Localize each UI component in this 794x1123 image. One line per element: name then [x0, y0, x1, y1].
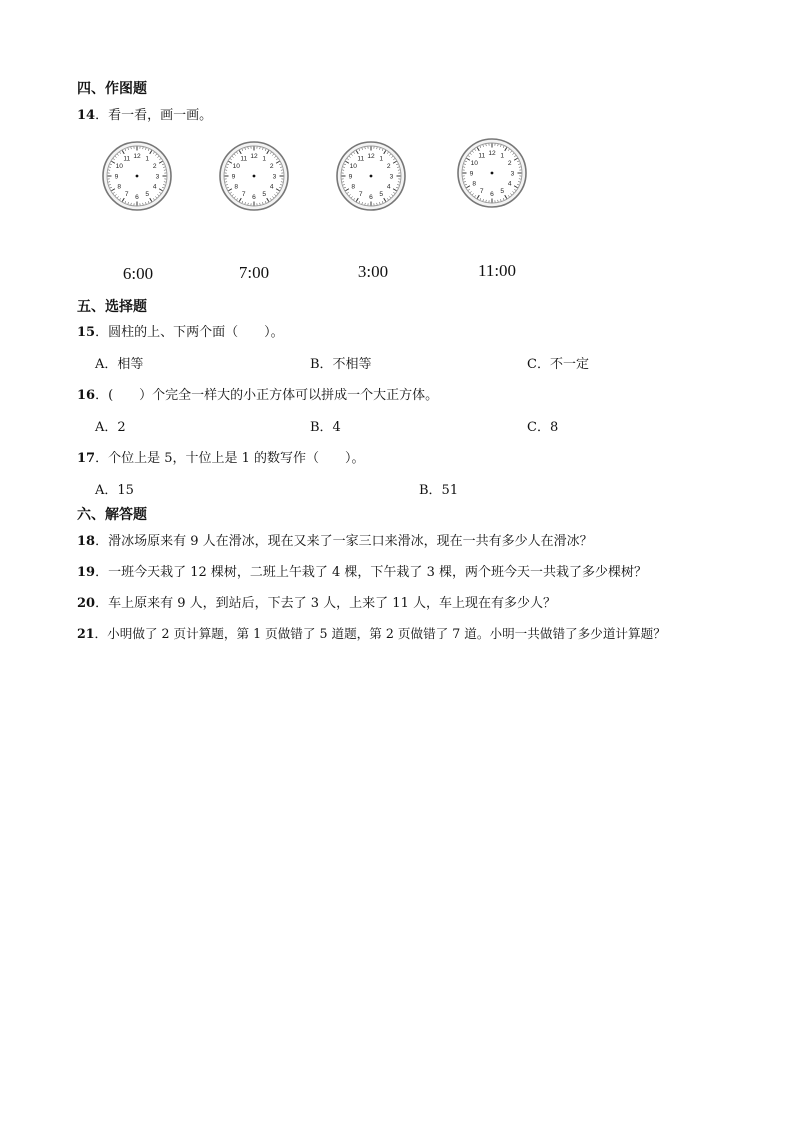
clock-numeral: 4: [507, 180, 512, 188]
clock-numeral: 9: [231, 173, 236, 181]
clock-numeral: 5: [262, 191, 267, 199]
clock-numeral: 12: [133, 152, 141, 160]
clock-numeral: 11: [478, 152, 486, 160]
clock-numeral: 12: [367, 152, 375, 160]
clock-numeral: 5: [379, 191, 384, 199]
clock-numeral: 1: [262, 155, 267, 163]
clock-numeral: 2: [386, 163, 391, 171]
clock-numeral: 10: [349, 163, 357, 171]
question-21: [77, 623, 666, 642]
clock-center-dot: [370, 175, 373, 178]
question-text: ．小明做了 2 页计算题，第 1 页做错了 5 道题，第 2 页做错了 7 道。小明一共做错了多少道计算题？: [94, 626, 666, 641]
clock-time-label-3: 3:00: [357, 262, 389, 281]
clock-numeral: 12: [250, 152, 258, 160]
clock-numeral: 2: [269, 163, 274, 171]
section-title-solve: 六、解答题: [77, 507, 147, 523]
clock-time-label-1: 6:00: [122, 264, 154, 283]
question-text: ．个位上是 5，十位上是 1 的数写作（ ）。: [95, 451, 365, 466]
clock-numeral: 4: [152, 183, 157, 191]
section-title-choice: 五、选择题: [77, 299, 147, 315]
clock-face-2[interactable]: [218, 140, 290, 212]
question-text: ．( ）个完全一样大的小正方体可以拼成一个大正方体。: [95, 388, 439, 403]
clock-numeral: 10: [470, 160, 478, 168]
question-number: 17: [77, 451, 96, 466]
clock-numeral: 8: [234, 183, 239, 191]
question-number: 16: [77, 388, 96, 403]
clock-numeral: 3: [155, 173, 160, 181]
question-text: ．圆柱的上、下两个面（ ）。: [95, 325, 284, 340]
clock-numeral: 8: [351, 183, 356, 191]
option-16-a[interactable]: A．2: [95, 420, 126, 435]
clock-center-dot: [491, 172, 494, 175]
question-15: [77, 321, 284, 340]
clock-center-dot: [253, 175, 256, 178]
clock-numeral: 6: [490, 190, 494, 198]
question-number: 19: [77, 565, 96, 580]
option-16-b[interactable]: B．4: [310, 420, 341, 435]
clock-numeral: 11: [123, 155, 131, 163]
question-number: 20: [77, 596, 96, 611]
clock-numeral: 1: [379, 155, 384, 163]
clock-numeral: 6: [135, 193, 139, 201]
question-number: 14: [77, 108, 96, 123]
clock-numeral: 8: [117, 183, 122, 191]
clock-face-1[interactable]: [101, 140, 173, 212]
clock-numeral: 9: [469, 170, 474, 178]
question-number: 18: [77, 534, 96, 549]
clock-center-dot: [136, 175, 139, 178]
question-17: [77, 447, 365, 466]
option-15-b[interactable]: B．不相等: [310, 357, 372, 372]
question-number: 21: [77, 626, 95, 641]
clock-numeral: 9: [114, 173, 119, 181]
question-19: [77, 561, 647, 580]
clock-numeral: 1: [500, 152, 505, 160]
clock-numeral: 2: [152, 163, 157, 171]
clock-numeral: 10: [232, 163, 240, 171]
question-14: [77, 104, 212, 123]
clock-numeral: 7: [241, 191, 246, 199]
clock-numeral: 11: [240, 155, 248, 163]
clock-numeral: 10: [115, 163, 123, 171]
option-15-a[interactable]: A．相等: [95, 357, 144, 372]
clock-numeral: 3: [510, 170, 515, 178]
clock-numeral: 3: [389, 173, 394, 181]
question-text: ．滑冰场原来有 9 人在滑冰，现在又来了一家三口来滑冰，现在一共有多少人在滑冰？: [95, 534, 593, 549]
clock-numeral: 4: [386, 183, 391, 191]
clock-face-3[interactable]: [335, 140, 407, 212]
section-title-drawing: 四、作图题: [77, 81, 147, 97]
clock-numeral: 6: [369, 193, 373, 201]
clock-numeral: 1: [145, 155, 150, 163]
option-17-a[interactable]: A．15: [95, 483, 134, 498]
clock-time-label-2: 7:00: [238, 263, 270, 282]
clock-numeral: 4: [269, 183, 274, 191]
clock-numeral: 7: [124, 191, 129, 199]
clock-numeral: 2: [507, 160, 512, 168]
clock-numeral: 8: [472, 180, 477, 188]
clock-numeral: 7: [479, 188, 484, 196]
clock-numeral: 6: [252, 193, 256, 201]
clock-numeral: 12: [488, 149, 496, 157]
clock-time-label-4: 11:00: [477, 261, 517, 280]
clock-numeral: 3: [272, 173, 277, 181]
question-16: [77, 384, 438, 403]
option-16-c[interactable]: C．8: [527, 420, 559, 435]
clock-numeral: 7: [358, 191, 363, 199]
question-number: 15: [77, 325, 96, 340]
question-18: [77, 530, 593, 549]
clock-numeral: 5: [500, 188, 505, 196]
question-20: [77, 592, 556, 611]
option-15-c[interactable]: C．不一定: [527, 357, 589, 372]
question-text: ．看一看，画一画。: [95, 108, 213, 123]
clock-face-4[interactable]: [456, 137, 528, 209]
question-text: ．一班今天栽了 12 棵树，二班上午栽了 4 棵，下午栽了 3 棵，两个班今天一共栽了多少棵树？: [95, 565, 647, 580]
option-17-b[interactable]: B．51: [419, 483, 459, 498]
clock-numeral: 9: [348, 173, 353, 181]
clock-numeral: 11: [357, 155, 365, 163]
clock-numeral: 5: [145, 191, 150, 199]
question-text: ．车上原来有 9 人，到站后，下去了 3 人，上来了 11 人，车上现在有多少人？: [95, 596, 556, 611]
